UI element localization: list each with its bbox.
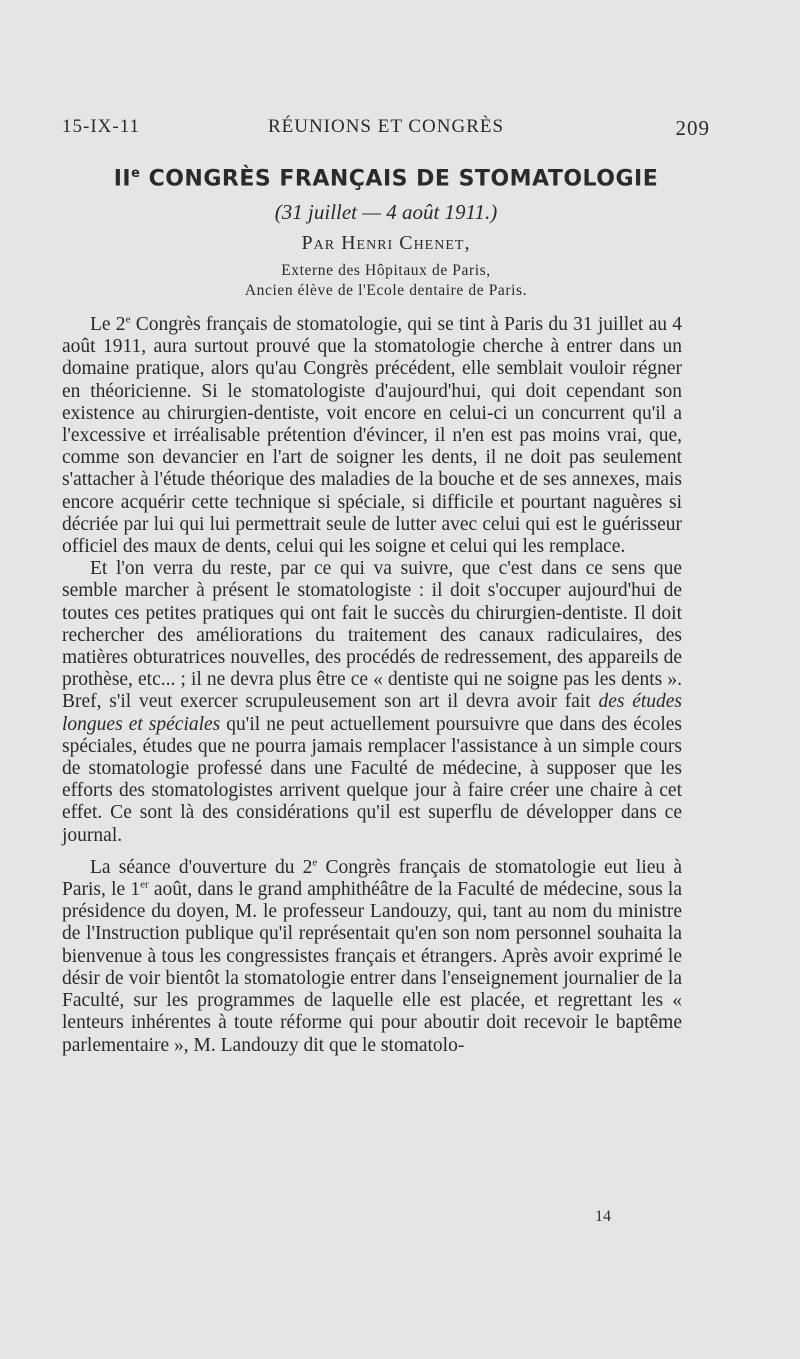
running-header: [62, 116, 710, 146]
p3-sup-1: e: [312, 856, 318, 869]
p2-start: Et l'on verra du reste, par ce qui va suivre, que c'est dans ce sens que semble marcher à présent le stomatologiste : il doit s'occuper aujourd'hui de toutes ces petites pratiques qui ont fait le succès du chirurgien-dentiste. Il doit rechercher des améliorations du traitement des canaux radiculaires, des matières obturatrices nouvelles, des procédés de redressement, des appareils de prothèse, etc... ; il ne devra plus être ce « dentiste qui ne soigne pas les dents ». Bref, s'il veut exercer scrupuleusement son art il devra avoir fait: [62, 558, 682, 713]
header-date: 15-IX-11: [62, 116, 140, 137]
p2-rest: qu'il ne peut actuellement poursuivre que dans des écoles spéciales, études que ne pourra jamais remplacer l'assistance à un simple cours de stomatologie professé dans une Faculté de médecine, à supposer que les efforts des stomatologistes arrivent quelque jour à faire créer une chaire à cet effet. Ce sont là des considérations qu'il est superflu de développer dans ce journal.: [62, 713, 683, 846]
paragraph-1: [62, 314, 682, 558]
author-affiliation-2: Ancien élève de l'Ecole dentaire de Paris.: [244, 282, 528, 299]
p1-start: Le 2: [90, 314, 126, 335]
paragraph-3: [62, 857, 682, 1057]
p3-sup-2: er: [140, 878, 149, 891]
p3-rest: août, dans le grand amphithéâtre de la Faculté de médecine, sous la présidence du doyen, M. le professeur Landouzy, qui, tant au nom du ministre de l'Instruction publique qu'il représentait qu'en son nom personnel souhaita la bienvenue à tous les congressistes français et étrangers. Après avoir exprimé le désir de voir bientôt la stomatologie entrer dans l'enseignement journalier de la Faculté, sur les programmes de laquelle elle est placée, et regrettant les « lenteurs inhérentes à toute réforme qui pour aboutir doit recevoir le baptême parlementaire », M. Landouzy dit que le stomatolo-: [62, 879, 683, 1056]
p1-sup: e: [125, 313, 131, 326]
header-section: RÉUNIONS ET CONGRÈS: [267, 116, 505, 137]
title-text: CONGRÈS FRANÇAIS DE STOMATOLOGIE: [148, 166, 659, 192]
congress-dates: (31 juillet — 4 août 1911.): [274, 200, 498, 224]
p3-start: La séance d'ouverture du 2: [90, 856, 313, 878]
p2-emphasis: des études longues et spéciales: [62, 691, 683, 735]
title-ordinal: II: [113, 166, 132, 192]
author-line: Par Henri Chenet,: [301, 232, 471, 254]
paragraph-2: [62, 558, 682, 847]
page-number: 209: [675, 116, 710, 140]
article-title: [62, 166, 710, 191]
signature-mark: 14: [595, 1208, 611, 1225]
p3-middle: Congrès français de stomatologie eut lieu à Paris, le 1: [62, 856, 682, 901]
p1-rest: Congrès français de stomatologie, qui se tint à Paris du 31 juillet au 4 août 1911, aura surtout prouvé que la stomatologie cherche à entrer dans un domaine pratique, alors qu'au Congrès précédent, elle semblait vouloir régner en théoricienne. Si le stomatologiste d'aujourd'hui, qui doit cependant son existence au chirurgien-dentiste, voit encore en celui-ci un concurrent qu'il a l'excessive et irréalisable prétention d'évincer, il n'en est pas moins vrai, que, comme son devancier en l'art de soigner les dents, il ne doit pas seulement s'attacher à l'étude théorique des maladies de la bouche et de ses annexes, mais encore acquérir cette technique si spéciale, si difficile et pourtant naguères si décriée par lui qui lui permettrait seule de lutter avec celui qui est le guérisseur officiel des maux de dents, celui qui les soigne et celui qui les remplace.: [62, 314, 682, 558]
article-body: [62, 314, 682, 1057]
author-affiliation-1: Externe des Hôpitaux de Paris,: [281, 262, 491, 279]
title-ordinal-sup: e: [131, 166, 141, 181]
